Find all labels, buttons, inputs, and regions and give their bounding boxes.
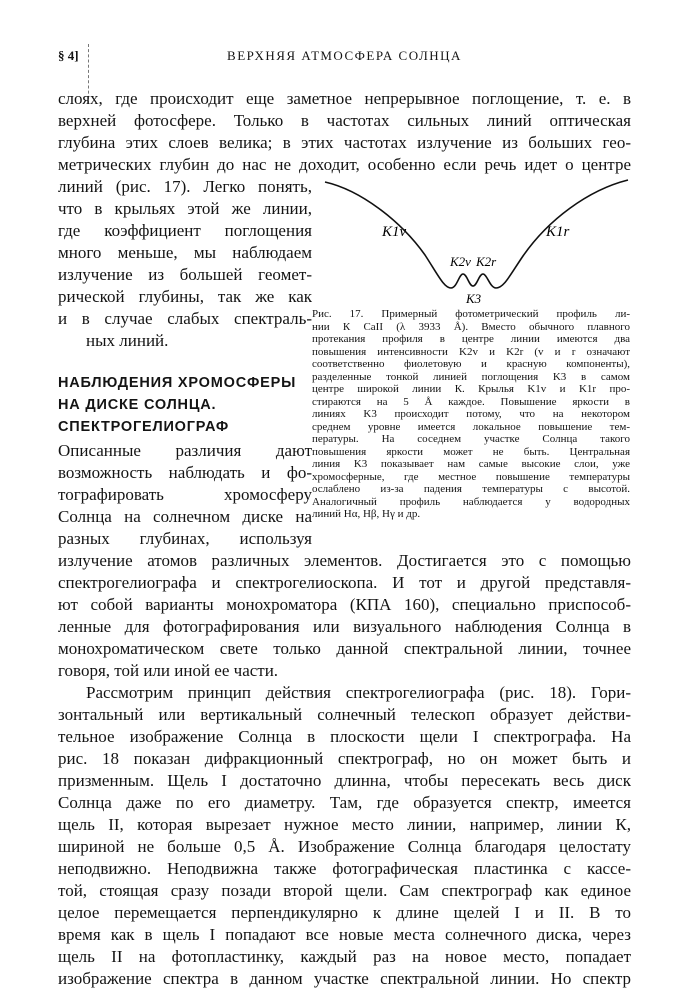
caption-line: хромосферные, где местное повышение температуры (312, 470, 630, 483)
figure-line-profile (320, 170, 632, 310)
text-line: спектрогелиографа и спектрогелиоскопа. И тот и другой представля- (58, 573, 631, 592)
text-line: Описанные различия дают (58, 441, 312, 460)
figure-caption (312, 308, 630, 521)
section-number: § 4] (58, 48, 79, 63)
text-line: что в крыльях этой же линии, (58, 199, 312, 218)
text-line: Солнца на солнечном диске на (58, 507, 312, 526)
text-line: время как в щель I попадают все новые места солнечного диска, через (58, 925, 631, 944)
text-line: линий (рис. 17). Легко понять, (58, 177, 312, 196)
text-line: где коэффициент поглощения (58, 221, 312, 240)
text-line: и в случае слабых спектраль- (58, 309, 312, 328)
caption-line: разделенные тонкой линией поглощения K3 в самом (312, 370, 630, 383)
caption-line: повышения яркости может не быть. Центральная (312, 445, 630, 458)
caption-line: линия K3 показывает нам самые высокие слои, уже (312, 458, 630, 470)
heading-line: НАБЛЮДЕНИЯ ХРОМОСФЕРЫ (58, 375, 297, 391)
label-k1v: K1v (382, 224, 407, 240)
caption-line: линиях K3 происходит потому, что на некотором (312, 408, 630, 420)
caption-line: центре широкой линии К. Крылья K1v и K1r про- (312, 383, 630, 395)
text-line: целое перемещается перпендикулярно к длине щелей I и II. В то (58, 903, 631, 922)
text-line: возможность наблюдать и фо- (58, 463, 312, 482)
caption-line: среднем уровне имеется локальное повышение тем- (312, 420, 630, 433)
running-title: ВЕРХНЯЯ АТМОСФЕРА СОЛНЦА (227, 48, 462, 63)
label-k3: K3 (466, 291, 482, 306)
section-heading (58, 372, 308, 438)
text-line: излучение из большей геомет- (58, 265, 312, 284)
profile-curve (325, 180, 628, 288)
label-k2r: K2r (476, 254, 497, 269)
text-line: ют собой варианты монохроматора (КПА 160), специально приспособ- (58, 595, 631, 614)
page-header (58, 48, 631, 68)
label-k2v: K2v (450, 254, 471, 269)
text-line: рис. 18 показан дифракционный спектрограф, но он может быть и (58, 749, 631, 768)
caption-line: стираются на 5 Å каждое. Повышение яркости в (312, 395, 630, 408)
text-line: Солнца даже по его диаметру. Там, где образуется спектр, имеется (58, 793, 631, 812)
text-line: Рассмотрим принцип действия спектрогелиографа (рис. 18). Гори- (86, 683, 631, 702)
text-line: слоях, где происходит еще заметное непрерывное поглощение, т. е. в (58, 89, 631, 108)
label-k1r: K1r (546, 224, 570, 240)
caption-line: ослаблено из-за падения температуры с высотой. (312, 483, 630, 495)
caption-line: повышения интенсивности K2v и K2r (v и r означают (312, 345, 630, 358)
text-line: той, стоящая сразу позади второй щели. Сам спектрограф как единое (58, 881, 631, 900)
text-line: зонтальный или вертикальный солнечный телескоп образует действи- (58, 705, 631, 724)
text-line: призменным. Щель I достаточно длинна, чтобы пересекать весь диск (58, 771, 631, 790)
text-line: неподвижно. Неподвижна также фотографическая пластинка с кассе- (58, 859, 631, 878)
text-line: ленные для фотографирования или визуального наблюдения Солнца в (58, 617, 631, 636)
text-line: тельное изображение Солнца в плоскости щели I спектрографа. На (58, 727, 631, 746)
text-line: много меньше, мы наблюдаем (58, 243, 312, 262)
caption-line: линий Hα, Hβ, Hγ и др. (312, 508, 421, 520)
heading-line: СПЕКТРОГЕЛИОГРАФ (58, 419, 230, 435)
text-line: метрических глубин до нас не доходит, особенно если речь идет о центре (58, 155, 631, 174)
heading-line: НА ДИСКЕ СОЛНЦА. (58, 397, 217, 413)
text-line: верхней фотосфере. Только в частотах сильных линий оптическая (58, 111, 631, 130)
text-line: изображение спектра в данном участке спектральной линии. Но спектр (58, 969, 631, 988)
text-line: излучение атомов различных элементов. Достигается это с помощью (58, 551, 631, 570)
text-line: щель II на фотопластинку, каждый раз на новое место, попадает (58, 947, 631, 966)
text-line: щель II, которая вырезает нужное место линии, например, линии К, (58, 815, 631, 834)
caption-line: Рис. 17. Примерный фотометрический профиль ли- (312, 308, 630, 320)
text-line: говоря, той или иной ее части. (58, 661, 279, 680)
text-line: ных линий. (86, 331, 169, 350)
caption-line: соответственно фиолетовую и красную компоненты), (312, 358, 630, 370)
caption-line: Аналогичный профиль наблюдается у водородных (312, 495, 630, 508)
text-line: монохроматическом свете только данной спектральной линии, точнее (58, 639, 631, 658)
text-line: разных глубинах, используя (58, 529, 312, 548)
text-line: глубина этих слоев велика; в этих частотах излучение из больших гео- (58, 133, 631, 152)
caption-line: протекания профиля в центре линии имеются два (312, 333, 630, 345)
text-line: рической глубины, так же как (58, 287, 312, 306)
text-line: шириной не больше 0,5 Å. Изображение Солнца благодаря целостату (58, 837, 631, 856)
caption-line: нии К CaII (λ 3933 Å). Вместо обычного плавного (312, 320, 630, 333)
text-line: тографировать хромосферу (58, 485, 312, 504)
caption-line: пературы. На соседнем участке Солнца такого (312, 433, 630, 445)
